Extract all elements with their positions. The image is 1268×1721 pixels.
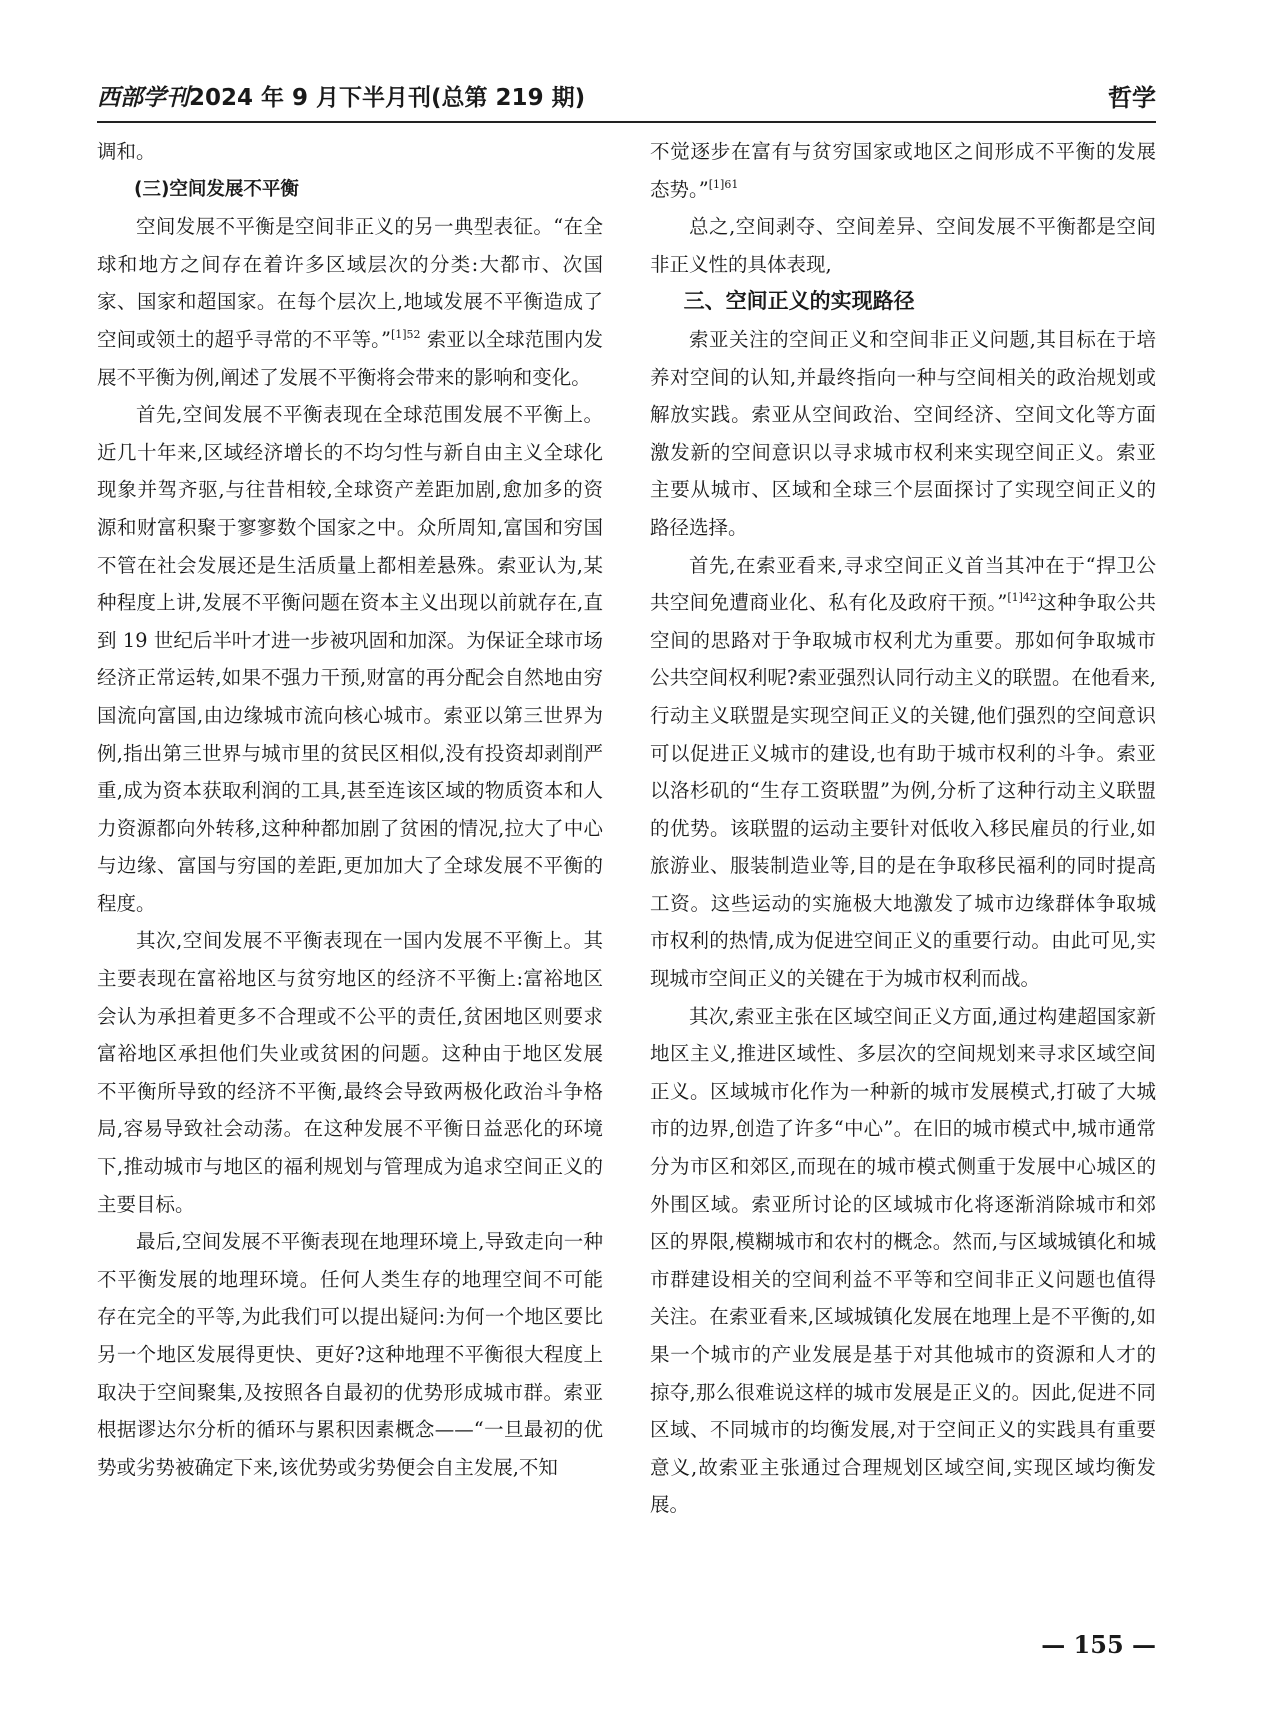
body-paragraph [97, 396, 603, 922]
body-paragraph [650, 998, 1156, 1524]
subsection-heading [97, 171, 603, 209]
citation-marker: [1]42 [1007, 591, 1037, 605]
paragraph-text: 其次,空间发展不平衡表现在一国内发展不平衡上。其主要表现在富裕地区与贫穷地区的经济不平衡上:富裕地区会认为承担着更多不合理或不公平的责任,贫困地区则要求富裕地区承担他们失业或贫困的问题。这种由于地区发展不平衡所导致的经济不平衡,最终会导致两极化政治斗争格局,容易导致社会动荡。在这种发展不平衡日益恶化的环境下,推动城市与地区的福利规划与管理成为追求空间正义的主要目标。 [97, 929, 603, 1216]
paragraph-text: 首先,空间发展不平衡表现在全球范围发展不平衡上。近几十年来,区域经济增长的不均匀性与新自由主义全球化现象并驾齐驱,与往昔相较,全球资产差距加剧,愈加多的资源和财富积聚于寥寥数个国家之中。众所周知,富国和穷国不管在社会发展还是生活质量上都相差悬殊。索亚认为,某种程度上讲,发展不平衡问题在资本主义出现以前就存在,直到 19 世纪后半叶才进一步被巩固和加深。为保证全球市场经济正常运转,如果不强力干预,财富的再分配会自然地由穷国流向富国,由边缘城市流向核心城市。索亚以第三世界为例,指出第三世界与城市里的贫民区相似,没有投资却剥削严重,成为资本获取利润的工具,甚至连该区域的物质资本和人力资源都向外转移,这种种都加剧了贫困的情况,拉大了中心与边缘、富国与穷国的差距,更加加大了全球发展不平衡的程度。 [97, 403, 603, 915]
right-column [650, 133, 1156, 1524]
section-name: 哲学 [1108, 84, 1156, 112]
paragraph-text: 索亚关注的空间正义和空间非正义问题,其目标在于培养对空间的认知,并最终指向一种与空间相关的政治规划或解放实践。索亚从空间政治、空间经济、空间文化等方面激发新的空间意识以寻求城市权利来实现空间正义。索亚主要从城市、区域和全球三个层面探讨了实现空间正义的路径选择。 [650, 327, 1156, 539]
paragraph-text: 三、空间正义的实现路径 [683, 289, 915, 314]
paragraph-text: 其次,索亚主张在区域空间正义方面,通过构建超国家新地区主义,推进区域性、多层次的空间规划来寻求区域空间正义。区域城市化作为一种新的城市发展模式,打破了大城市的边界,创造了许多“中心”。在旧的城市模式中,城市通常分为市区和郊区,而现在的城市模式侧重于发展中心城区的外围区域。索亚所讨论的区域城市化将逐渐消除城市和郊区的界限,模糊城市和农村的概念。然而,与区域城镇化和城市群建设相关的空间利益不平等和空间非正义问题也值得关注。在索亚看来,区域城镇化发展在地理上是不平衡的,如果一个城市的产业发展是基于对其他城市的资源和人才的掠夺,那么很难说这样的城市发展是正义的。因此,促进不同区域、不同城市的均衡发展,对于空间正义的实践具有重要意义,故索亚主张通过合理规划区域空间,实现区域均衡发展。 [650, 1004, 1156, 1517]
body-paragraph [97, 208, 603, 396]
paragraph-text: 调和。 [97, 140, 156, 163]
paragraph-text: (三)空间发展不平衡 [134, 178, 299, 200]
citation-marker: [1]52 [390, 327, 421, 341]
body-paragraph [650, 321, 1156, 547]
body-paragraph [97, 922, 603, 1223]
left-column [97, 133, 603, 1486]
journal-logo: 西部学刊 [97, 84, 189, 111]
paragraph-text: 空间发展不平衡是空间非正义的另一典型表征。“在全球和地方之间存在着许多区域层次的分类:大都市、次国家、国家和超国家。在每个层次上,地域发展不平衡造成了空间或领土的超乎寻常的不平等。” [97, 215, 603, 351]
header-rule [97, 121, 1156, 123]
running-header [97, 83, 1156, 117]
paragraph-text: 不觉逐步在富有与贫穷国家或地区之间形成不平衡的发展态势。” [650, 140, 1156, 201]
issue-info: 2024 年 9 月下半月刊(总第 219 期) [189, 85, 586, 111]
page-number: — 155 — [1041, 1630, 1156, 1659]
body-paragraph [650, 208, 1156, 283]
body-paragraph [97, 1223, 603, 1486]
journal-issue-line [97, 83, 585, 113]
paragraph-text: 首先,在索亚看来,寻求空间正义首当其冲在于“捍卫公共空间免遭商业化、私有化及政府干预。” [650, 553, 1156, 615]
section-heading [650, 283, 1156, 321]
paragraph-text-continued: 索亚以全球范围内发展不平衡为例,阐述了发展不平衡将会带来的影响和变化。 [97, 327, 603, 389]
body-paragraph [650, 133, 1156, 208]
paragraph-text-continued: 这种争取公共空间的思路对于争取城市权利尤为重要。那如何争取城市公共空间权利呢?索亚强烈认同行动主义的联盟。在他看来,行动主义联盟是实现空间正义的关键,他们强烈的空间意识可以促进正义城市的建设,也有助于城市权利的斗争。索亚以洛杉矶的“生存工资联盟”为例,分析了这种行动主义联盟的优势。该联盟的运动主要针对低收入移民雇员的行业,如旅游业、服装制造业等,目的是在争取移民福利的同时提高工资。这些运动的实施极大地激发了城市边缘群体争取城市权利的热情,成为促进空间正义的重要行动。由此可见,实现城市空间正义的关键在于为城市权利而战。 [650, 591, 1156, 991]
paragraph-text: 总之,空间剥夺、空间差异、空间发展不平衡都是空间非正义性的具体表现, [650, 215, 1156, 276]
body-paragraph [650, 547, 1156, 998]
citation-marker: [1]61 [708, 177, 739, 191]
paragraph-text: 最后,空间发展不平衡表现在地理环境上,导致走向一种不平衡发展的地理环境。任何人类生存的地理空间不可能存在完全的平等,为此我们可以提出疑问:为何一个地区要比另一个地区发展得更快、更好?这种地理不平衡很大程度上取决于空间聚集,及按照各自最初的优势形成城市群。索亚根据谬达尔分析的循环与累积因素概念——“一旦最初的优势或劣势被确定下来,该优势或劣势便会自主发展,不知 [97, 1230, 603, 1479]
body-paragraph [97, 133, 603, 171]
